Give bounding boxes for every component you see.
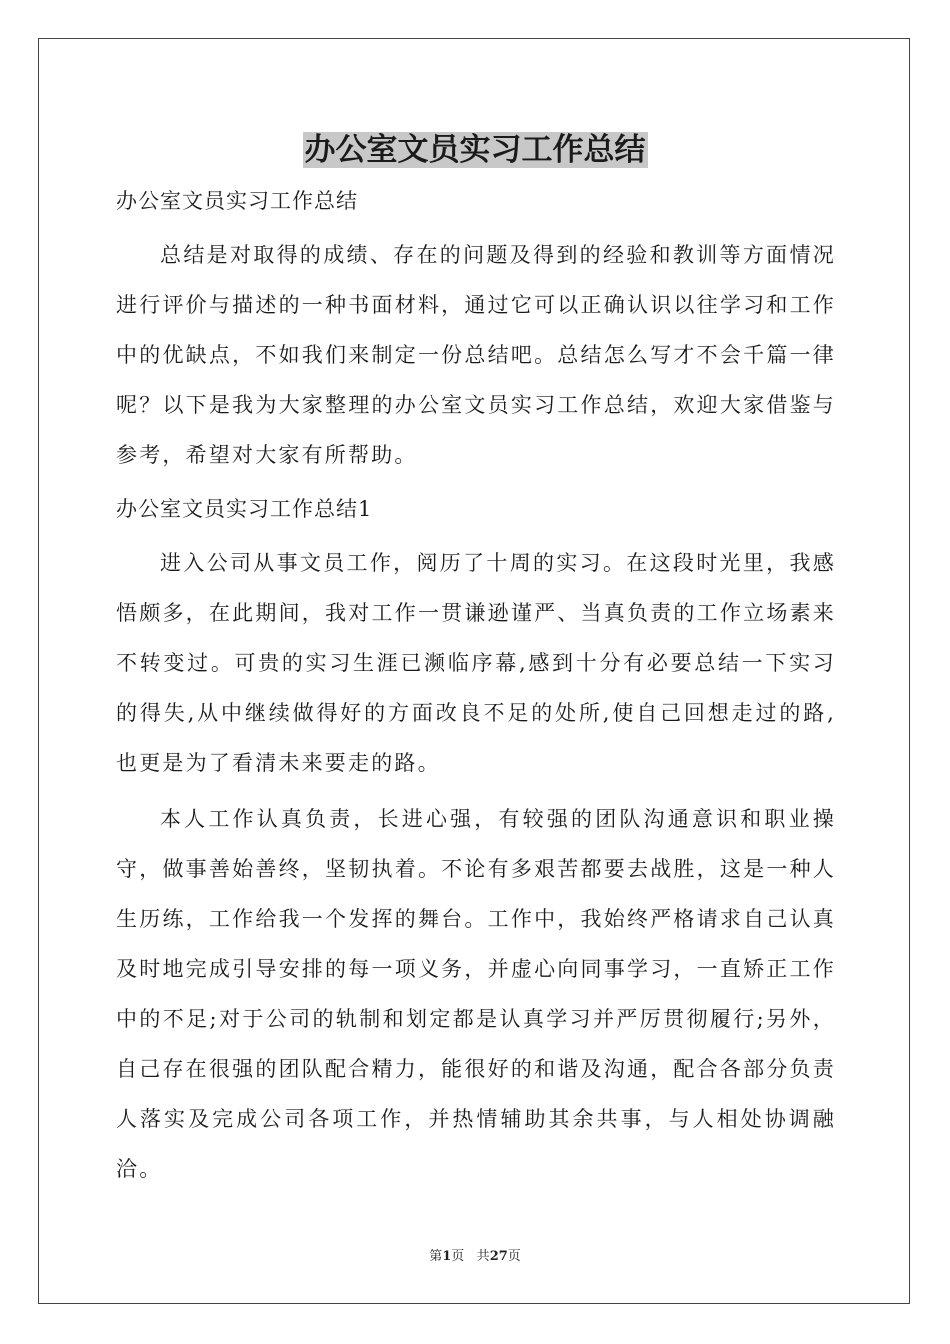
intro-paragraph: 总结是对取得的成绩、存在的问题及得到的经验和教训等方面情况进行评价与描述的一种书面材料，通过它可以正确认识以往学习和工作中的优缺点，不如我们来制定一份总结吧。总结怎么写才不会千篇一律呢？以下是我为大家整理的办公室文员实习工作总结，欢迎大家借鉴与参考，希望对大家有所帮助。 [116, 243, 836, 467]
document-body [116, 178, 836, 1194]
footer-page-suffix: 页 [451, 1249, 465, 1264]
document-title-text: 办公室文员实习工作总结 [304, 132, 646, 168]
section-heading: 办公室文员实习工作总结1 [116, 497, 373, 521]
body-paragraph-3: 本人工作认真负责，长进心强，有较强的团队沟通意识和职业操守，做事善始善终，坚韧执着。不论有多艰苦都要去战胜，这是一种人生历练，工作给我一个发挥的舞台。工作中，我始终严格请求自己认真及时地完成引导安排的每一项义务，并虚心向同事学习，一直矫正工作中的不足;对于公司的轨制和划定都是认真学习并严厉贯彻履行;另外，自己存在很强的团队配合精力，能很好的和谐及沟通，配合各部分负责人落实及完成公司各项工作，并热情辅助其余共事，与人相处协调融洽。 [116, 807, 836, 1181]
footer-total-suffix: 页 [507, 1249, 521, 1264]
body-paragraph-2: 进入公司从事文员工作，阅历了十周的实习。在这段时光里，我感悟颇多，在此期间，我对工作一贯谦逊谨严、当真负责的工作立场素来不转变过。可贵的实习生涯已濒临序幕,感到十分有必要总结一下实习的得失,从中继续做得好的方面改良不足的处所,使自己回想走过的路,也更是为了看清未来要走的路。 [116, 551, 836, 775]
footer-page-current: 1 [442, 1249, 452, 1264]
subtitle-line: 办公室文员实习工作总结 [116, 189, 358, 213]
footer-page-prefix: 第 [429, 1249, 443, 1264]
page-footer [0, 1248, 950, 1266]
footer-page-total: 27 [489, 1249, 508, 1264]
document-title [0, 128, 950, 172]
footer-total-prefix: 共 [476, 1249, 490, 1264]
